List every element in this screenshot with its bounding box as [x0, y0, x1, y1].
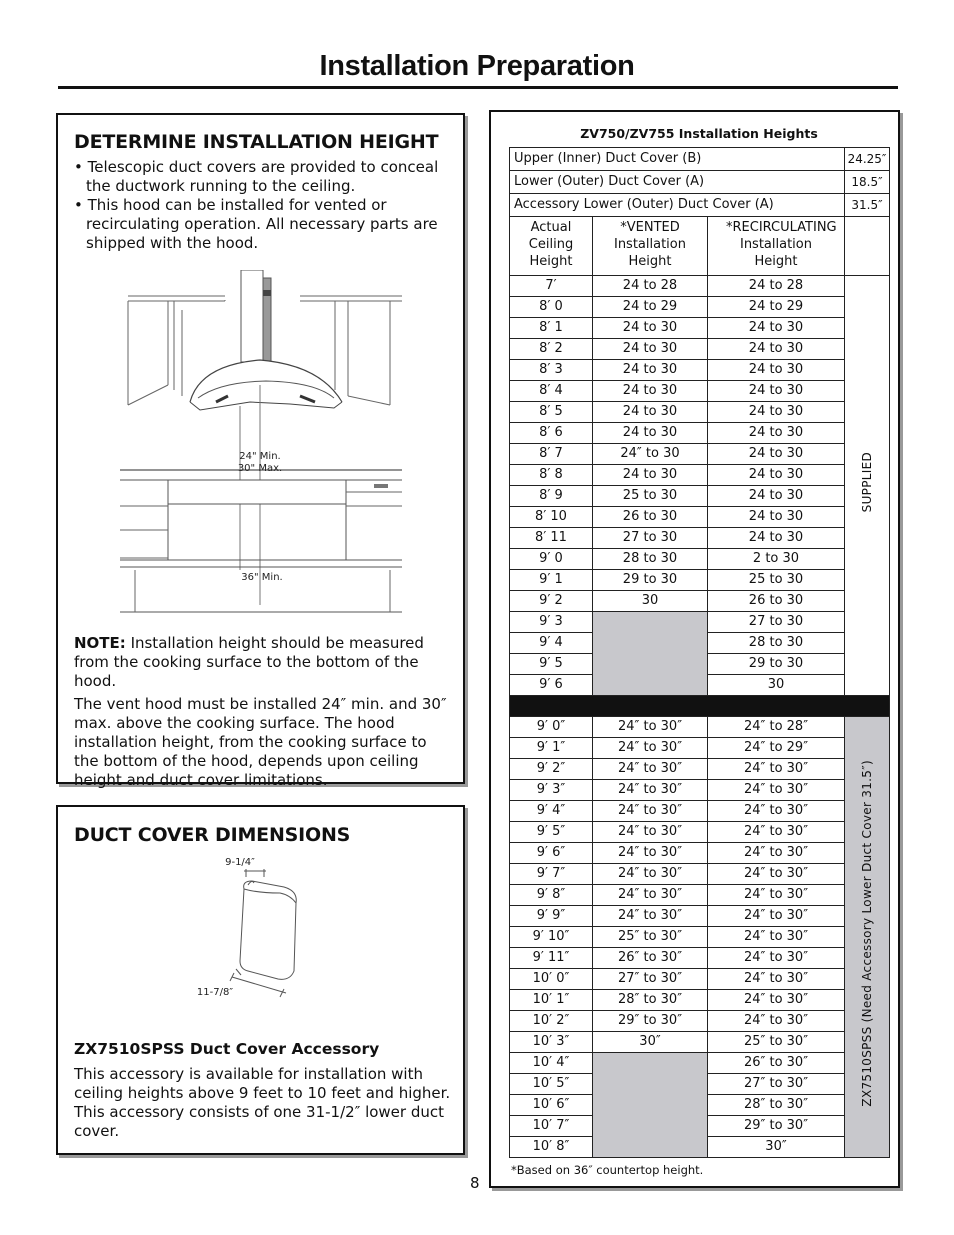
vented-height-cell: 24″ to 30″	[593, 864, 708, 885]
recirculating-height-cell: 24″ to 30″	[708, 822, 845, 843]
installation-height-heading: DETERMINE INSTALLATION HEIGHT	[74, 131, 439, 153]
recirculating-height-cell: 24″ to 30″	[708, 759, 845, 780]
ceiling-height-cell: 9′ 1	[510, 570, 593, 591]
hood-installation-diagram	[120, 270, 402, 615]
table-row	[510, 297, 890, 318]
vented-height-cell: 24″ to 30″	[593, 801, 708, 822]
table-row	[510, 948, 890, 969]
note-text: Installation height should be measured from the cooking surface to the bottom of the hood.	[74, 634, 424, 690]
recirculating-height-cell: 24 to 30	[708, 486, 845, 507]
dimension-label: Accessory Lower (Outer) Duct Cover (A)	[510, 194, 845, 217]
table-row	[510, 276, 890, 297]
recirculating-height-cell: 24 to 30	[708, 507, 845, 528]
table-row	[510, 801, 890, 822]
recirculating-height-cell: 30	[708, 675, 845, 696]
ceiling-height-cell: 10′ 4″	[510, 1053, 593, 1074]
dim-label-hood-height	[235, 451, 285, 475]
ceiling-height-cell: 10′ 5″	[510, 1074, 593, 1095]
table-row	[510, 864, 890, 885]
vented-height-cell: 28 to 30	[593, 549, 708, 570]
footnote: *Based on 36″ countertop height.	[511, 1163, 704, 1177]
table-row	[510, 927, 890, 948]
recirculating-height-cell: 24″ to 30″	[708, 906, 845, 927]
ceiling-height-cell: 10′ 7″	[510, 1116, 593, 1137]
recirculating-height-cell: 25″ to 30″	[708, 1032, 845, 1053]
bullet-vented-recirculating: • This hood can be installed for vented or recirculating operation. All necessary parts are shipped with the hood.	[74, 196, 438, 252]
ceiling-height-cell: 9′ 1″	[510, 738, 593, 759]
recirculating-height-cell: 2 to 30	[708, 549, 845, 570]
recirculating-height-cell: 24″ to 29″	[708, 738, 845, 759]
ceiling-height-cell: 8′ 0	[510, 297, 593, 318]
vented-height-cell: 24 to 30	[593, 339, 708, 360]
page-number: 8	[470, 1174, 480, 1192]
recirculating-height-cell: 28″ to 30″	[708, 1095, 845, 1116]
page-title: Installation Preparation	[319, 50, 635, 82]
ceiling-height-cell: 9′ 5″	[510, 822, 593, 843]
accessory-heading: ZX7510SPSS Duct Cover Accessory	[74, 1040, 380, 1058]
ceiling-height-cell: 9′ 11″	[510, 948, 593, 969]
ceiling-height-cell: 10′ 2″	[510, 1011, 593, 1032]
recirculating-height-cell: 24″ to 30″	[708, 969, 845, 990]
dimension-row	[510, 148, 890, 171]
ceiling-height-cell: 8′ 1	[510, 318, 593, 339]
table-row	[510, 969, 890, 990]
dim-width-label: 9-1/4″	[225, 857, 255, 868]
ceiling-height-cell: 8′ 4	[510, 381, 593, 402]
installation-heights-table	[509, 147, 890, 1158]
ceiling-height-cell: 9′ 10″	[510, 927, 593, 948]
recirculating-height-cell: 24″ to 28″	[708, 717, 845, 738]
recirculating-height-cell: 24 to 30	[708, 381, 845, 402]
column-header: Actual Ceiling Height	[510, 217, 593, 276]
vented-height-cell: 24″ to 30″	[593, 843, 708, 864]
ceiling-height-cell: 8′ 11	[510, 528, 593, 549]
vented-height-cell: 24″ to 30″	[593, 717, 708, 738]
dimension-value: 18.5″	[845, 171, 890, 194]
ceiling-height-cell: 10′ 6″	[510, 1095, 593, 1116]
vented-height-cell: 30	[593, 591, 708, 612]
table-row	[510, 885, 890, 906]
ceiling-height-cell: 8′ 8	[510, 465, 593, 486]
table-row	[510, 444, 890, 465]
header-row	[510, 217, 890, 276]
ceiling-height-cell: 9′ 0	[510, 549, 593, 570]
recirculating-height-cell: 24″ to 30″	[708, 948, 845, 969]
ceiling-height-cell: 9′ 3″	[510, 780, 593, 801]
table-row	[510, 570, 890, 591]
table-row	[510, 381, 890, 402]
vented-height-cell: 24 to 30	[593, 381, 708, 402]
table-title: ZV750/ZV755 Installation Heights	[580, 126, 818, 141]
accessory-label-cell	[845, 717, 890, 1158]
supplied-label-cell	[845, 276, 890, 696]
table-row	[510, 465, 890, 486]
recirculating-height-cell: 24″ to 30″	[708, 1011, 845, 1032]
recirculating-height-cell: 24 to 28	[708, 276, 845, 297]
ceiling-height-cell: 10′ 0″	[510, 969, 593, 990]
vented-height-cell: 24″ to 30″	[593, 822, 708, 843]
vented-height-cell: 24″ to 30	[593, 444, 708, 465]
vented-height-cell: 27″ to 30″	[593, 969, 708, 990]
table-row	[510, 549, 890, 570]
vented-height-cell: 24″ to 30″	[593, 906, 708, 927]
vented-height-cell: 26 to 30	[593, 507, 708, 528]
dimension-row	[510, 194, 890, 217]
ceiling-height-cell: 8′ 10	[510, 507, 593, 528]
recirculating-height-cell: 24 to 30	[708, 465, 845, 486]
divider-cell	[510, 696, 890, 717]
vented-height-cell: 24″ to 30″	[593, 759, 708, 780]
supplied-label: SUPPLIED	[860, 451, 874, 513]
dim-depth-label: 11-7/8″	[196, 987, 234, 998]
recirculating-height-cell: 26″ to 30″	[708, 1053, 845, 1074]
table-row	[510, 759, 890, 780]
recirculating-height-cell: 24 to 30	[708, 423, 845, 444]
accessory-label: ZX7510SPSS (Need Accessory Lower Duct Cover 31.5″)	[860, 760, 874, 1107]
recirculating-height-cell: 29″ to 30″	[708, 1116, 845, 1137]
table-row	[510, 507, 890, 528]
note-label: NOTE:	[74, 634, 126, 652]
duct-cover-section	[56, 805, 465, 1155]
ceiling-height-cell: 9′ 6″	[510, 843, 593, 864]
vented-height-cell: 26″ to 30″	[593, 948, 708, 969]
ceiling-height-cell: 9′ 3	[510, 612, 593, 633]
ceiling-height-cell: 8′ 6	[510, 423, 593, 444]
ceiling-height-cell: 9′ 4″	[510, 801, 593, 822]
ceiling-height-cell: 8′ 2	[510, 339, 593, 360]
recirculating-height-cell: 24 to 30	[708, 444, 845, 465]
recirculating-height-cell: 24 to 30	[708, 339, 845, 360]
ceiling-height-cell: 7′	[510, 276, 593, 297]
section-divider	[510, 696, 890, 717]
recirculating-height-cell: 24″ to 30″	[708, 801, 845, 822]
installation-height-section	[56, 113, 465, 789]
vented-height-cell: 29 to 30	[593, 570, 708, 591]
vented-height-cell: 25 to 30	[593, 486, 708, 507]
ceiling-height-cell: 8′ 3	[510, 360, 593, 381]
table-row	[510, 906, 890, 927]
dim-label-counter-min: 36" Min.	[241, 572, 283, 583]
table-row	[510, 738, 890, 759]
ceiling-height-cell: 9′ 0″	[510, 717, 593, 738]
recirculating-height-cell: 27″ to 30″	[708, 1074, 845, 1095]
table-row	[510, 822, 890, 843]
table-row	[510, 486, 890, 507]
table-row	[510, 528, 890, 549]
height-limits-paragraph: The vent hood must be installed 24″ min. and 30″ max. above the cooking surface. The hood installation height, from the cooking surface to the bottom of the hood, depends upon ceiling height and duct cover limitations.	[74, 695, 447, 789]
table-row	[510, 1053, 890, 1074]
dimension-label: Lower (Outer) Duct Cover (A)	[510, 171, 845, 194]
table-row	[510, 591, 890, 612]
table-row	[510, 339, 890, 360]
ceiling-height-cell: 10′ 8″	[510, 1137, 593, 1158]
ceiling-height-cell: 10′ 1″	[510, 990, 593, 1011]
recirculating-height-cell: 24 to 30	[708, 360, 845, 381]
table-row	[510, 318, 890, 339]
table-row	[510, 360, 890, 381]
vented-height-cell: 24″ to 30″	[593, 738, 708, 759]
ceiling-height-cell: 10′ 3″	[510, 1032, 593, 1053]
recirculating-height-cell: 24 to 30	[708, 318, 845, 339]
vented-unavailable-cell	[593, 612, 708, 696]
table-row	[510, 1032, 890, 1053]
column-header: *VENTED Installation Height	[593, 217, 708, 276]
vented-height-cell: 24 to 30	[593, 318, 708, 339]
vented-height-cell: 24 to 30	[593, 465, 708, 486]
recirculating-height-cell: 24″ to 30″	[708, 843, 845, 864]
ceiling-height-cell: 9′ 7″	[510, 864, 593, 885]
recirculating-height-cell: 24″ to 30″	[708, 864, 845, 885]
header-blank	[845, 217, 890, 276]
recirculating-height-cell: 27 to 30	[708, 612, 845, 633]
recirculating-height-cell: 24″ to 30″	[708, 927, 845, 948]
dim-min-24: 24" Min.	[239, 451, 281, 462]
recirculating-height-cell: 24″ to 30″	[708, 990, 845, 1011]
vented-height-cell: 24 to 28	[593, 276, 708, 297]
ceiling-height-cell: 9′ 8″	[510, 885, 593, 906]
column-header: *RECIRCULATING Installation Height	[708, 217, 845, 276]
dimension-row	[510, 171, 890, 194]
vented-height-cell: 24″ to 30″	[593, 885, 708, 906]
vented-height-cell: 30″	[593, 1032, 708, 1053]
ceiling-height-cell: 8′ 7	[510, 444, 593, 465]
bullet-duct-covers: • Telescopic duct covers are provided to conceal the ductwork running to the ceiling.	[74, 158, 439, 195]
vented-height-cell: 24 to 30	[593, 360, 708, 381]
recirculating-height-cell: 24 to 30	[708, 402, 845, 423]
table-row	[510, 612, 890, 633]
ceiling-height-cell: 9′ 9″	[510, 906, 593, 927]
note-paragraph	[74, 634, 454, 691]
ceiling-height-cell: 9′ 4	[510, 633, 593, 654]
vented-height-cell: 24 to 29	[593, 297, 708, 318]
accessory-text: This accessory is available for installation with ceiling heights above 9 feet to 10 feet and higher. This accessory consists of one 31-1/2″ lower duct cover.	[74, 1065, 451, 1140]
ceiling-height-cell: 9′ 2″	[510, 759, 593, 780]
table-row	[510, 1011, 890, 1032]
recirculating-height-cell: 24 to 30	[708, 528, 845, 549]
ceiling-height-cell: 8′ 5	[510, 402, 593, 423]
ceiling-height-cell: 8′ 9	[510, 486, 593, 507]
table-row	[510, 402, 890, 423]
table-row	[510, 717, 890, 738]
table-row	[510, 423, 890, 444]
recirculating-height-cell: 29 to 30	[708, 654, 845, 675]
vented-height-cell: 28″ to 30″	[593, 990, 708, 1011]
recirculating-height-cell: 24″ to 30″	[708, 780, 845, 801]
dimension-label: Upper (Inner) Duct Cover (B)	[510, 148, 845, 171]
recirculating-height-cell: 26 to 30	[708, 591, 845, 612]
ceiling-height-cell: 9′ 2	[510, 591, 593, 612]
recirculating-height-cell: 25 to 30	[708, 570, 845, 591]
duct-cover-diagram	[186, 869, 306, 999]
vented-unavailable-cell	[593, 1053, 708, 1158]
recirculating-height-cell: 24 to 29	[708, 297, 845, 318]
recirculating-height-cell: 28 to 30	[708, 633, 845, 654]
vented-height-cell: 27 to 30	[593, 528, 708, 549]
vented-height-cell: 24″ to 30″	[593, 780, 708, 801]
vented-height-cell: 29″ to 30″	[593, 1011, 708, 1032]
vented-height-cell: 24 to 30	[593, 423, 708, 444]
duct-cover-heading: DUCT COVER DIMENSIONS	[74, 824, 351, 846]
ceiling-height-cell: 9′ 6	[510, 675, 593, 696]
vented-height-cell: 24 to 30	[593, 402, 708, 423]
title-rule	[58, 86, 898, 89]
dimension-value: 24.25″	[845, 148, 890, 171]
table-row	[510, 780, 890, 801]
vented-height-cell: 25″ to 30″	[593, 927, 708, 948]
table-row	[510, 990, 890, 1011]
dimension-value: 31.5″	[845, 194, 890, 217]
ceiling-height-cell: 9′ 5	[510, 654, 593, 675]
recirculating-height-cell: 24″ to 30″	[708, 885, 845, 906]
dim-max-30: 30" Max.	[237, 463, 283, 474]
table-row	[510, 843, 890, 864]
recirculating-height-cell: 30″	[708, 1137, 845, 1158]
